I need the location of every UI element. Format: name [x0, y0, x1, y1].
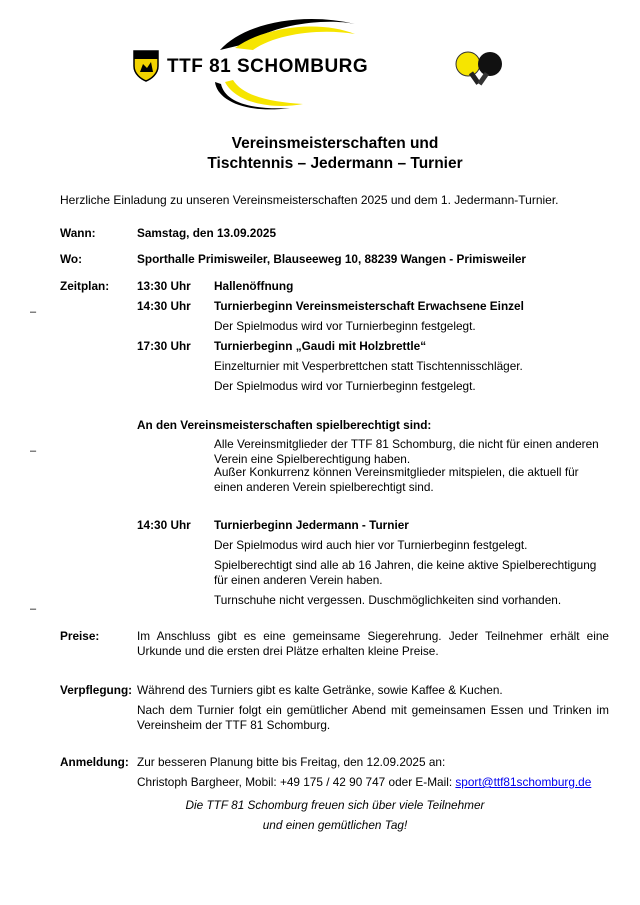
verpflegung-label: Verpflegung: — [60, 683, 133, 697]
club-name: TTF 81 SCHOMBURG — [167, 56, 369, 77]
wann-label: Wann: — [60, 226, 96, 240]
berechtigt-text-1: Alle Vereinsmitglieder der TTF 81 Schomburg, die nicht für einen anderen Verein eine Spielberechtigung haben. — [214, 437, 599, 466]
margin-mark-2: – — [30, 445, 37, 457]
margin-mark-3: – — [30, 603, 37, 615]
email-link[interactable]: sport@ttf81schomburg.de — [455, 775, 592, 789]
wo-label: Wo: — [60, 252, 83, 266]
zeitplan-note-1: Der Spielmodus wird vor Turnierbeginn festgelegt. — [214, 319, 476, 333]
crest-icon — [133, 50, 159, 82]
zeitplan-text-2: Turnierbeginn Vereinsmeisterschaft Erwachsene Einzel — [214, 299, 524, 313]
jedermann-note-1: Der Spielmodus wird auch hier vor Turnierbeginn festgelegt. — [214, 538, 528, 552]
preise-label: Preise: — [60, 629, 100, 643]
closing-line-2: und einen gemütlichen Tag! — [262, 818, 408, 832]
closing-line-1: Die TTF 81 Schomburg freuen sich über viele Teilnehmer — [185, 798, 485, 812]
jedermann-note-3: Turnschuhe nicht vergessen. Duschmöglichkeiten sind vorhanden. — [214, 593, 562, 607]
zeitplan-text-3: Turnierbeginn „Gaudi mit Holzbrettle“ — [214, 339, 427, 353]
zeitplan-label: Zeitplan: — [60, 279, 110, 293]
anmeldung-contact-line — [137, 775, 591, 790]
zeitplan-note-3: Der Spielmodus wird vor Turnierbeginn festgelegt. — [214, 379, 476, 393]
jedermann-note-2: Spielberechtigt sind alle ab 16 Jahren, die keine aktive Spielberechtigung für einen anderen Verein haben. — [214, 558, 597, 587]
jedermann-text: Turnierbeginn Jedermann - Turnier — [214, 518, 409, 532]
intro-text: Herzliche Einladung zu unseren Vereinsmeisterschaften 2025 und dem 1. Jedermann-Turnier. — [60, 193, 559, 207]
paddles-icon — [450, 48, 508, 90]
anmeldung-label: Anmeldung: — [60, 755, 129, 769]
berechtigt-heading: An den Vereinsmeisterschaften spielberechtigt sind: — [137, 418, 432, 432]
logo — [125, 10, 515, 120]
anmeldung-contact: Christoph Bargheer, Mobil: +49 175 / 42 90 747 oder E-Mail: — [137, 775, 453, 789]
zeitplan-time-3: 17:30 Uhr — [137, 339, 191, 353]
jedermann-time: 14:30 Uhr — [137, 518, 191, 532]
wann-value: Samstag, den 13.09.2025 — [137, 226, 277, 240]
anmeldung-text-1: Zur besseren Planung bitte bis Freitag, den 12.09.2025 an: — [137, 755, 446, 769]
page-subtitle: Tischtennis – Jedermann – Turnier — [207, 155, 463, 172]
verpflegung-text-1: Während des Turniers gibt es kalte Getränke, sowie Kaffee & Kuchen. — [137, 683, 503, 697]
margin-mark-1: – — [30, 306, 37, 318]
zeitplan-time-2: 14:30 Uhr — [137, 299, 191, 313]
page-title: Vereinsmeisterschaften und — [231, 135, 439, 152]
zeitplan-time-1: 13:30 Uhr — [137, 279, 191, 293]
verpflegung-text-2: Nach dem Turnier folgt ein gemütlicher Abend mit gemeinsamen Essen und Trinken im Vereinsheim der TTF 81 Schomburg. — [137, 703, 609, 732]
preise-text: Im Anschluss gibt es eine gemeinsame Siegerehrung. Jeder Teilnehmer erhält eine Urkunde und die ersten drei Plätze erhalten kleine Preise. — [137, 629, 609, 658]
wo-value: Sporthalle Primisweiler, Blauseeweg 10, 88239 Wangen - Primisweiler — [137, 252, 527, 266]
zeitplan-note-2: Einzelturnier mit Vesperbrettchen statt Tischtennisschläger. — [214, 359, 523, 373]
zeitplan-text-1: Hallenöffnung — [214, 279, 294, 293]
berechtigt-text-2: Außer Konkurrenz können Vereinsmitglieder mitspielen, die aktuell für einen anderen Verein spielberechtigt sind. — [214, 465, 579, 494]
